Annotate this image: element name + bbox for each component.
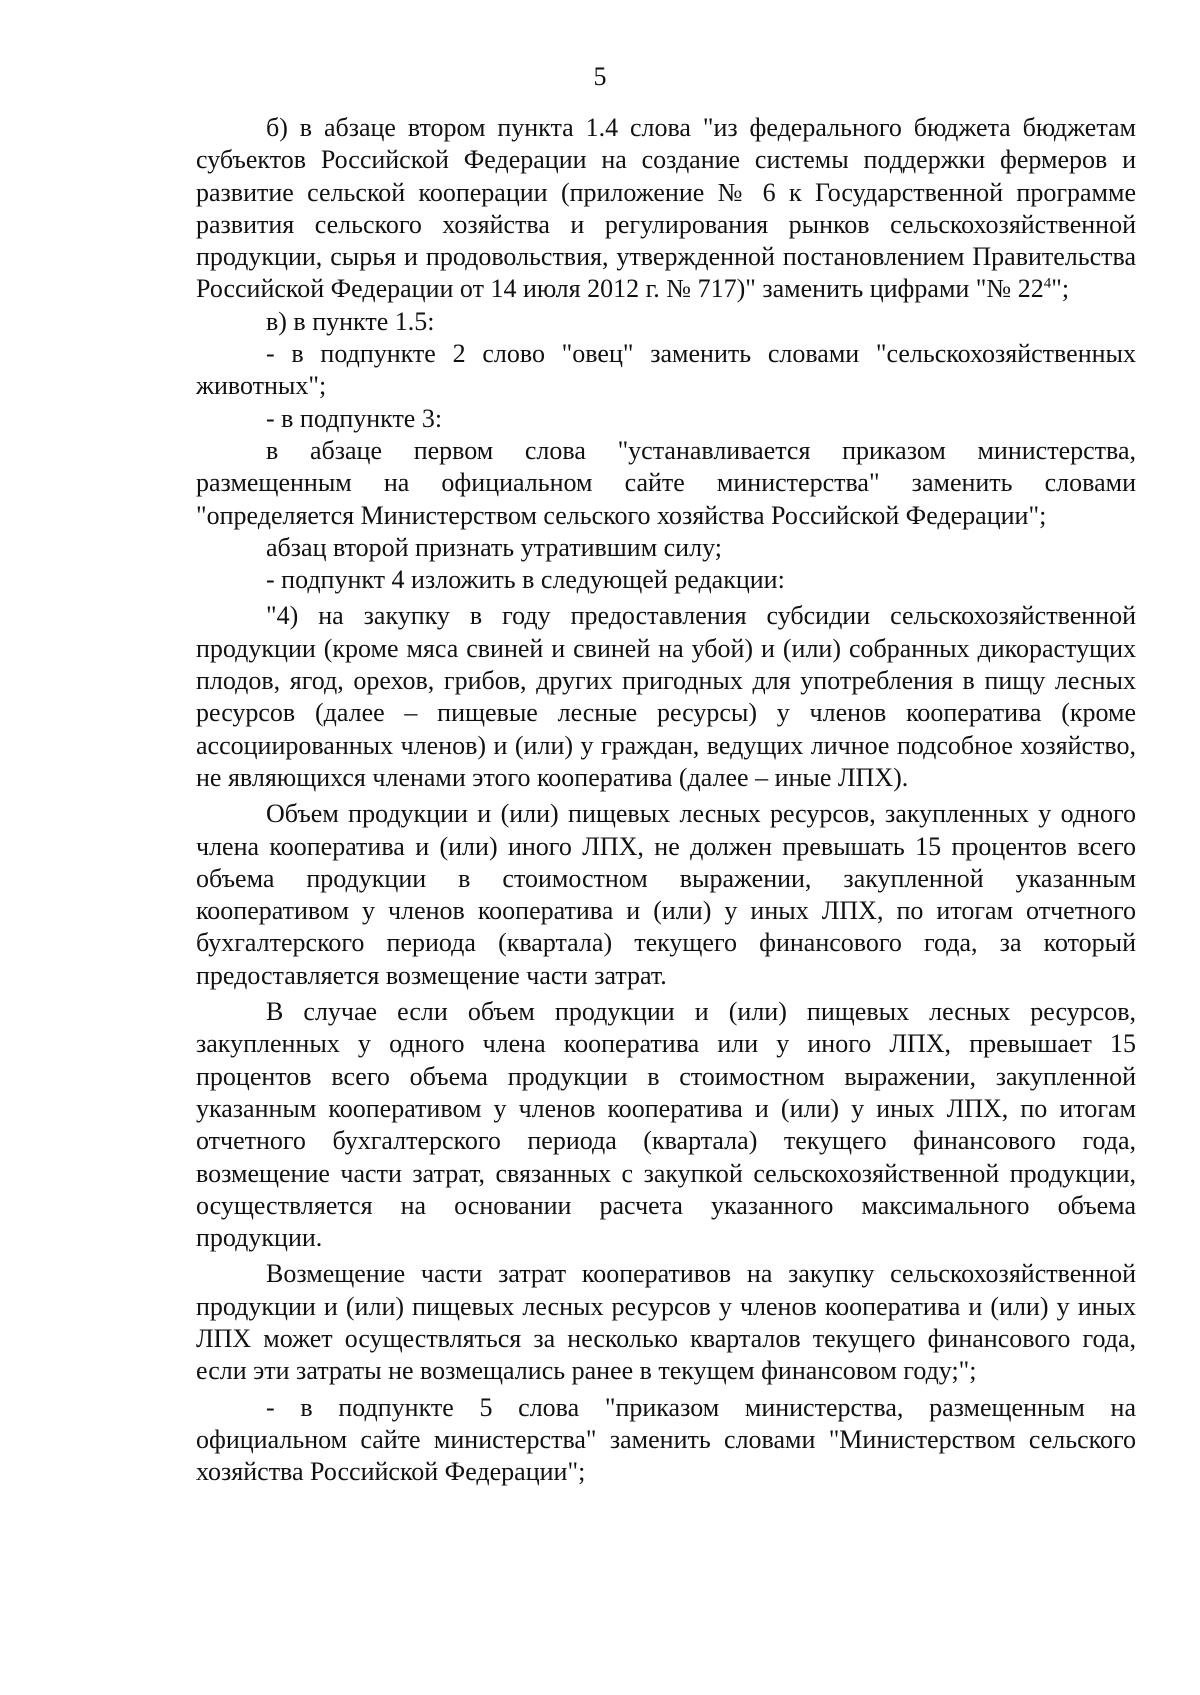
paragraph-first-abzac: в абзаце первом слова "устанавливается приказом министерства, размещенным на официальном сайте министерства" заменить словами "определяется Министерством сельского хозяйства Российской Федерации"; xyxy=(196,435,1136,530)
paragraph-second-abzac: абзац второй признать утратившим силу; xyxy=(266,532,722,562)
page-number: 5 xyxy=(593,62,607,91)
paragraph-v: в) в пункте 1.5: xyxy=(266,306,435,336)
paragraph-volume: Объем продукции и (или) пищевых лесных ресурсов, закупленных у одного члена кооператива и (или) иного ЛПХ, не должен превышать 15 процентов всего объема продукции в стоимостном выражении, закупленной указанным кооперативом у членов кооператива и (или) у иных ЛПХ, по итогам отчетного бухгалтерского периода (квартала) текущего финансового года, за который предоставляется возмещение части затрат. xyxy=(196,799,1136,990)
paragraph-b-tail: "; xyxy=(1051,274,1070,304)
paragraph-subitem-5: - в подпункте 5 слова "приказом министерства, размещенным на официальном сайте министерства" заменить словами "Министерством сельского хозяйства Российской Федерации"; xyxy=(196,1392,1136,1487)
paragraph-item-4-text: "4) на закупку в году предоставления субсидии сельскохозяйственной продукции (кроме мяса свиней и свиней на убой) и (или) собранных дикорастущих плодов, ягод, орехов, грибов, других пригодных для употребления в пищу лесных ресурсов (далее – пищевые лесные ресурсы) у членов кооператива (кроме ассоциированных членов) и (или) у граждан, ведущих личное подсобное хозяйство, не являющихся членами этого кооператива (далее – иные ЛПХ). xyxy=(196,601,1136,792)
paragraph-subitem-3: - в подпункте 3: xyxy=(266,403,443,433)
document-body xyxy=(196,112,1136,1488)
paragraph-subitem-4: - подпункт 4 изложить в следующей редакции: xyxy=(266,565,785,595)
superscript: 4 xyxy=(1043,275,1052,292)
paragraph-b-text: б) в абзаце втором пункта 1.4 слова "из федерального бюджета бюджетам субъектов Российской Федерации на создание системы поддержки фермеров и развитие сельской кооперации (приложение № 6 к Государственной программе развития сельского хозяйства и регулирования рынков сельскохозяйственной продукции, сырья и продовольствия, утвержденной постановлением Правительства Российской Федерации от 14 июля 2012 г. № 717)" заменить цифрами "№ 22 xyxy=(196,113,1136,304)
paragraph-reimbursement: Возмещение части затрат кооперативов на закупку сельскохозяйственной продукции и (или) пищевых лесных ресурсов у членов кооператива и (или) у иных ЛПХ может осуществляться за несколько кварталов текущего финансового года, если эти затраты не возмещались ранее в текущем финансовом году;"; xyxy=(196,1259,1136,1386)
paragraph-b xyxy=(196,112,1136,306)
paragraph-subitem-2: - в подпункте 2 слово "овец" заменить словами "сельскохозяйственных животных"; xyxy=(196,339,1136,401)
paragraph-case: В случае если объем продукции и (или) пищевых лесных ресурсов, закупленных у одного члена кооператива или у иного ЛПХ, превышает 15 процентов всего объема продукции в стоимостном выражении, закупленной указанным кооперативом у членов кооператива и (или) у иных ЛПХ, по итогам отчетного бухгалтерского периода (квартала) текущего финансового года, возмещение части затрат, связанных с закупкой сельскохозяйственной продукции, осуществляется на основании расчета указанного максимального объема продукции. xyxy=(196,997,1136,1253)
